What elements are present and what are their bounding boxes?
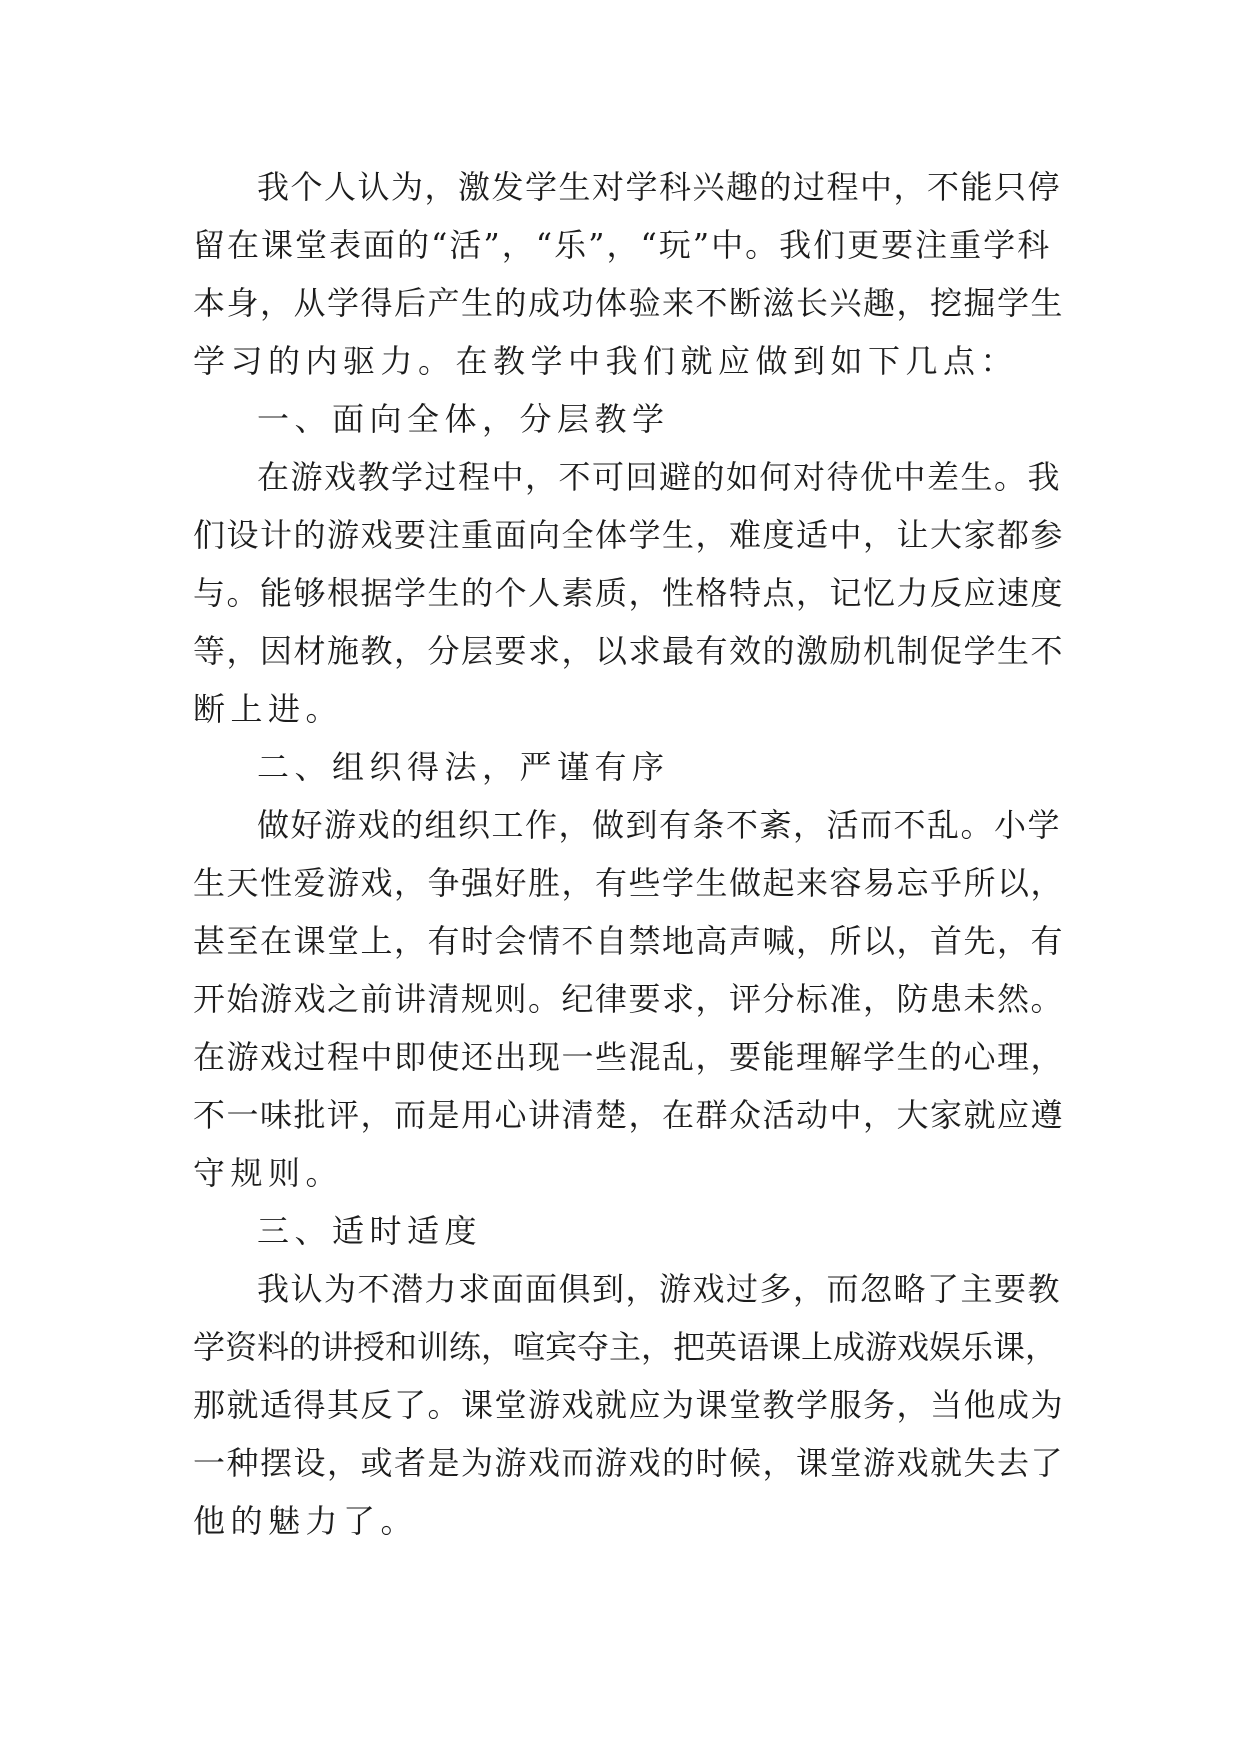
paragraph-3-line-4: 开始游戏之前讲清规则。纪律要求，评分标准，防患未然。 (193, 980, 1065, 1018)
paragraph-1-line-1: 我个人认为，激发学生对学科兴趣的过程中，不能只停 (257, 168, 1062, 206)
section-heading-1: 一、面向全体，分层教学 (257, 400, 670, 438)
paragraph-2-line-5: 断上进。 (193, 690, 344, 728)
section-heading-3: 三、适时适度 (257, 1212, 483, 1250)
paragraph-4-line-1: 我认为不潜力求面面俱到，游戏过多，而忽略了主要教 (257, 1270, 1062, 1308)
paragraph-3-line-2: 生天性爱游戏，争强好胜，有些学生做起来容易忘乎所以， (193, 864, 1065, 902)
paragraph-2-line-1: 在游戏教学过程中，不可回避的如何对待优中差生。我 (257, 458, 1062, 496)
paragraph-3-line-3: 甚至在课堂上，有时会情不自禁地高声喊，所以，首先，有 (193, 922, 1065, 960)
paragraph-4-line-4: 一种摆设，或者是为游戏而游戏的时候，课堂游戏就失去了 (193, 1444, 1065, 1482)
paragraph-4-line-2: 学资料的讲授和训练，喧宾夺主，把英语课上成游戏娱乐课， (193, 1328, 1058, 1366)
paragraph-1-line-4: 学习的内驱力。在教学中我们就应做到如下几点： (193, 342, 1019, 380)
paragraph-2-line-3: 与。能够根据学生的个人素质，性格特点，记忆力反应速度 (193, 574, 1065, 612)
paragraph-4-line-5: 他的魅力了。 (193, 1502, 419, 1540)
paragraph-3-line-7: 守规则。 (193, 1154, 344, 1192)
paragraph-2-line-2: 们设计的游戏要注重面向全体学生，难度适中，让大家都参 (193, 516, 1065, 554)
paragraph-1-line-2: 留在课堂表面的“活”，“乐”，“玩”中。我们更要注重学科 (193, 226, 1052, 264)
paragraph-1-line-3: 本身，从学得后产生的成功体验来不断滋长兴趣，挖掘学生 (193, 284, 1065, 322)
paragraph-3-line-1: 做好游戏的组织工作，做到有条不紊，活而不乱。小学 (257, 806, 1062, 844)
paragraph-3-line-5: 在游戏过程中即使还出现一些混乱，要能理解学生的心理， (193, 1038, 1065, 1076)
paragraph-2-line-4: 等，因材施教，分层要求，以求最有效的激励机制促学生不 (193, 632, 1065, 670)
paragraph-4-line-3: 那就适得其反了。课堂游戏就应为课堂教学服务，当他成为 (193, 1386, 1065, 1424)
section-heading-2: 二、组织得法，严谨有序 (257, 748, 670, 786)
paragraph-3-line-6: 不一味批评，而是用心讲清楚，在群众活动中，大家就应遵 (193, 1096, 1065, 1134)
